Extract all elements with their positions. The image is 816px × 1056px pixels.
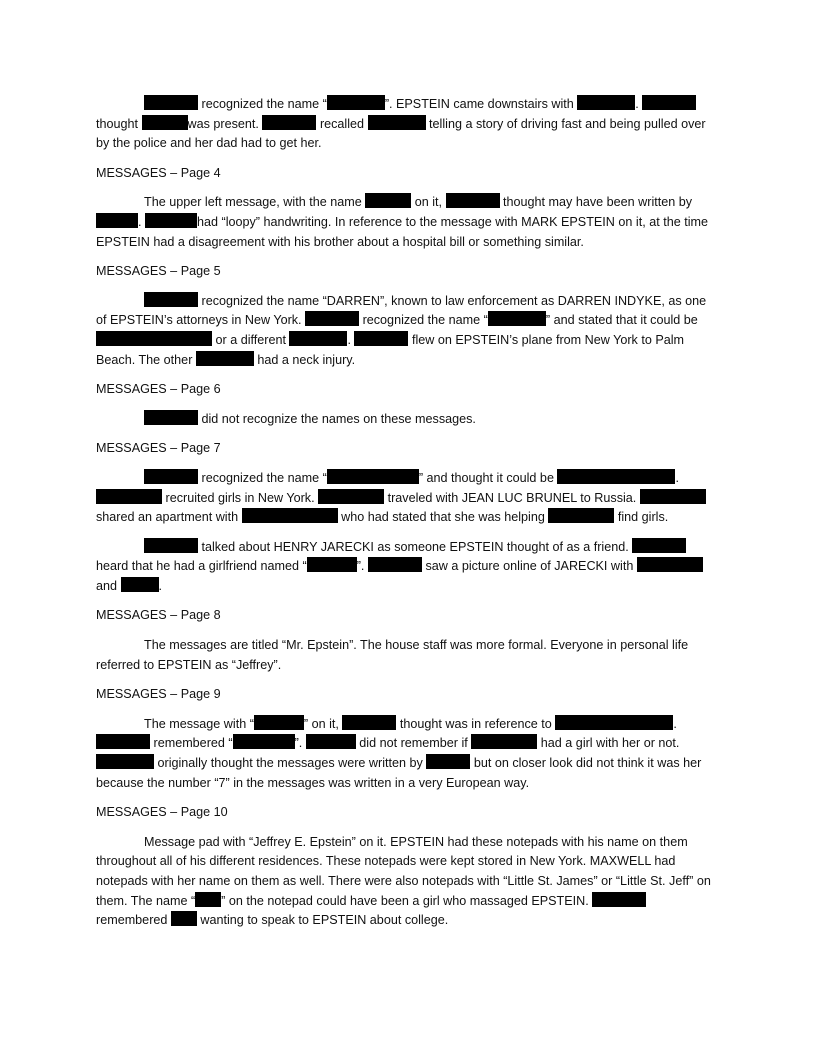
redaction-box [557,469,675,484]
text-segment: telling a story of driving fast and being pulled over by the police and her dad had to get her. [96,116,706,151]
text-segment: . [673,716,677,731]
redaction-box [305,311,359,326]
redaction-box [144,292,198,307]
redaction-box [592,892,646,907]
redaction-box [307,557,357,572]
text-segment: had a girl with her or not. [540,736,680,751]
paragraph-page7 [96,469,720,528]
text-segment: saw a picture online of JARECKI with [425,559,634,574]
text-segment: recognized the name “ [362,313,488,328]
text-segment: thought was in reference to [399,716,552,731]
text-segment: had a neck injury. [257,352,356,367]
redaction-box [368,557,422,572]
text-segment: Message pad with “Jeffrey E. Epstein” on it. EPSTEIN had these notepads with his name on them throughout all of his different residences. These notepads were kept stored in New York. MAXWELL had notepads with her name on them as well. There were also notepads with “Little St. James” or “Little St. Jeff” on them. The name “ [96,834,711,908]
text-segment: The upper left message, with the name [144,195,362,210]
text-segment: had “loopy” handwriting. In reference to the message with MARK EPSTEIN on it, at the time EPSTEIN had a disagreement with his brother about a hospital bill or something similar. [96,214,708,249]
redaction-box [96,734,150,749]
text-segment: wanting to speak to EPSTEIN about college. [200,913,449,928]
text-segment: . [635,97,639,111]
text-segment: . [158,578,163,593]
redaction-box [242,508,338,523]
redaction-box [289,331,347,346]
text-segment: . [347,332,351,347]
redaction-box [233,734,295,749]
redaction-box [144,95,198,110]
document-page [96,95,720,931]
redaction-box [144,410,198,425]
text-segment: recalled [319,116,365,131]
text-segment: recruited girls in New York. [165,490,315,505]
section-heading-page-4: MESSAGES – Page 4 [96,165,221,180]
redaction-box [96,331,212,346]
redaction-box [642,95,696,110]
text-segment: traveled with JEAN LUC BRUNEL to Russia. [387,490,637,505]
text-segment: remembered [96,913,168,928]
text-segment: did not remember if [359,736,468,751]
section-heading-page-9: MESSAGES – Page 9 [96,687,221,702]
text-segment: shared an apartment with [96,510,239,525]
redaction-box [446,193,500,208]
text-segment: . [138,214,142,229]
redaction-box [262,115,316,130]
redaction-box [145,213,197,228]
redaction-box [171,911,197,926]
text-segment: on it, [414,195,443,210]
redaction-box [306,734,356,749]
redaction-box [577,95,635,110]
text-segment: was present. [187,116,259,131]
redaction-box [365,193,411,208]
paragraph-page10 [96,833,720,931]
redaction-box [488,311,546,326]
paragraph-page5 [96,292,720,370]
text-segment: or a different [215,332,286,347]
text-segment: find girls. [617,510,669,525]
text-segment: The message with “ [144,716,254,731]
redaction-box [426,754,470,769]
paragraph-page8 [96,636,720,675]
text-segment: ” and thought it could be [418,470,554,485]
redaction-box [548,508,614,523]
text-segment: ”. [356,559,365,574]
text-segment: ” on it, [303,716,339,731]
paragraph-page9 [96,715,720,793]
text-segment: originally thought the messages were written by [157,756,423,771]
text-segment: The messages are titled “Mr. Epstein”. The house staff was more formal. Everyone in personal life referred to EPSTEIN as “Jeffrey”. [96,638,689,672]
paragraph-spacer [96,528,720,538]
text-segment: ”. EPSTEIN came downstairs with [384,97,578,111]
redaction-box [96,213,138,228]
text-segment: ” and stated that it could be [545,313,698,328]
redaction-box [637,557,703,572]
section-heading-page-6: MESSAGES – Page 6 [96,382,221,397]
redaction-box [121,577,159,592]
text-segment: ” on the notepad could have been a girl who massaged EPSTEIN. [221,893,589,908]
text-segment: heard that he had a girlfriend named “ [96,559,307,574]
redaction-box [471,734,537,749]
redaction-box [640,489,706,504]
paragraph-page3-recognition [96,95,720,154]
redaction-box [144,538,198,553]
redaction-box [142,115,188,130]
text-segment: did not recognize the names on these messages. [201,411,476,426]
redaction-box [327,95,385,110]
text-segment: ”. [294,736,303,751]
redaction-box [632,538,686,553]
redaction-box [195,892,221,907]
paragraph-page7-jarecki [96,538,720,597]
redaction-box [96,754,154,769]
redaction-box [342,715,396,730]
text-segment: recognized the name “DARREN”, known to law enforcement as DARREN INDYKE, as one of EPSTEIN’s attorneys in New York. [96,293,707,328]
paragraph-page6 [96,410,720,430]
redaction-box [254,715,304,730]
redaction-box [368,115,426,130]
text-segment: thought [96,116,142,131]
section-heading-page-10: MESSAGES – Page 10 [96,805,228,820]
redaction-box [144,469,198,484]
text-segment: . [675,470,679,485]
text-segment: talked about HENRY JARECKI as someone EPSTEIN thought of as a friend. [201,539,629,554]
text-segment: flew on EPSTEIN’s plane from New York to Palm Beach. The other [96,332,685,367]
section-heading-page-7: MESSAGES – Page 7 [96,441,221,456]
redaction-box [96,489,162,504]
redaction-box [327,469,419,484]
redaction-box [555,715,673,730]
section-heading-page-8: MESSAGES – Page 8 [96,608,221,623]
text-segment: recognized the name “ [201,470,327,485]
redaction-box [196,351,254,366]
text-segment: who had stated that she was helping [341,510,545,525]
text-segment: remembered “ [153,736,233,751]
redaction-box [354,331,408,346]
redaction-box [318,489,384,504]
text-segment: recognized the name “ [201,97,327,111]
text-segment: and [96,578,118,593]
text-segment: thought may have been written by [503,195,693,210]
section-heading-page-5: MESSAGES – Page 5 [96,264,221,279]
paragraph-page4 [96,193,720,252]
text-segment: but on closer look did not think it was her because the number “7” in the messages was written in a very European way. [96,756,702,790]
